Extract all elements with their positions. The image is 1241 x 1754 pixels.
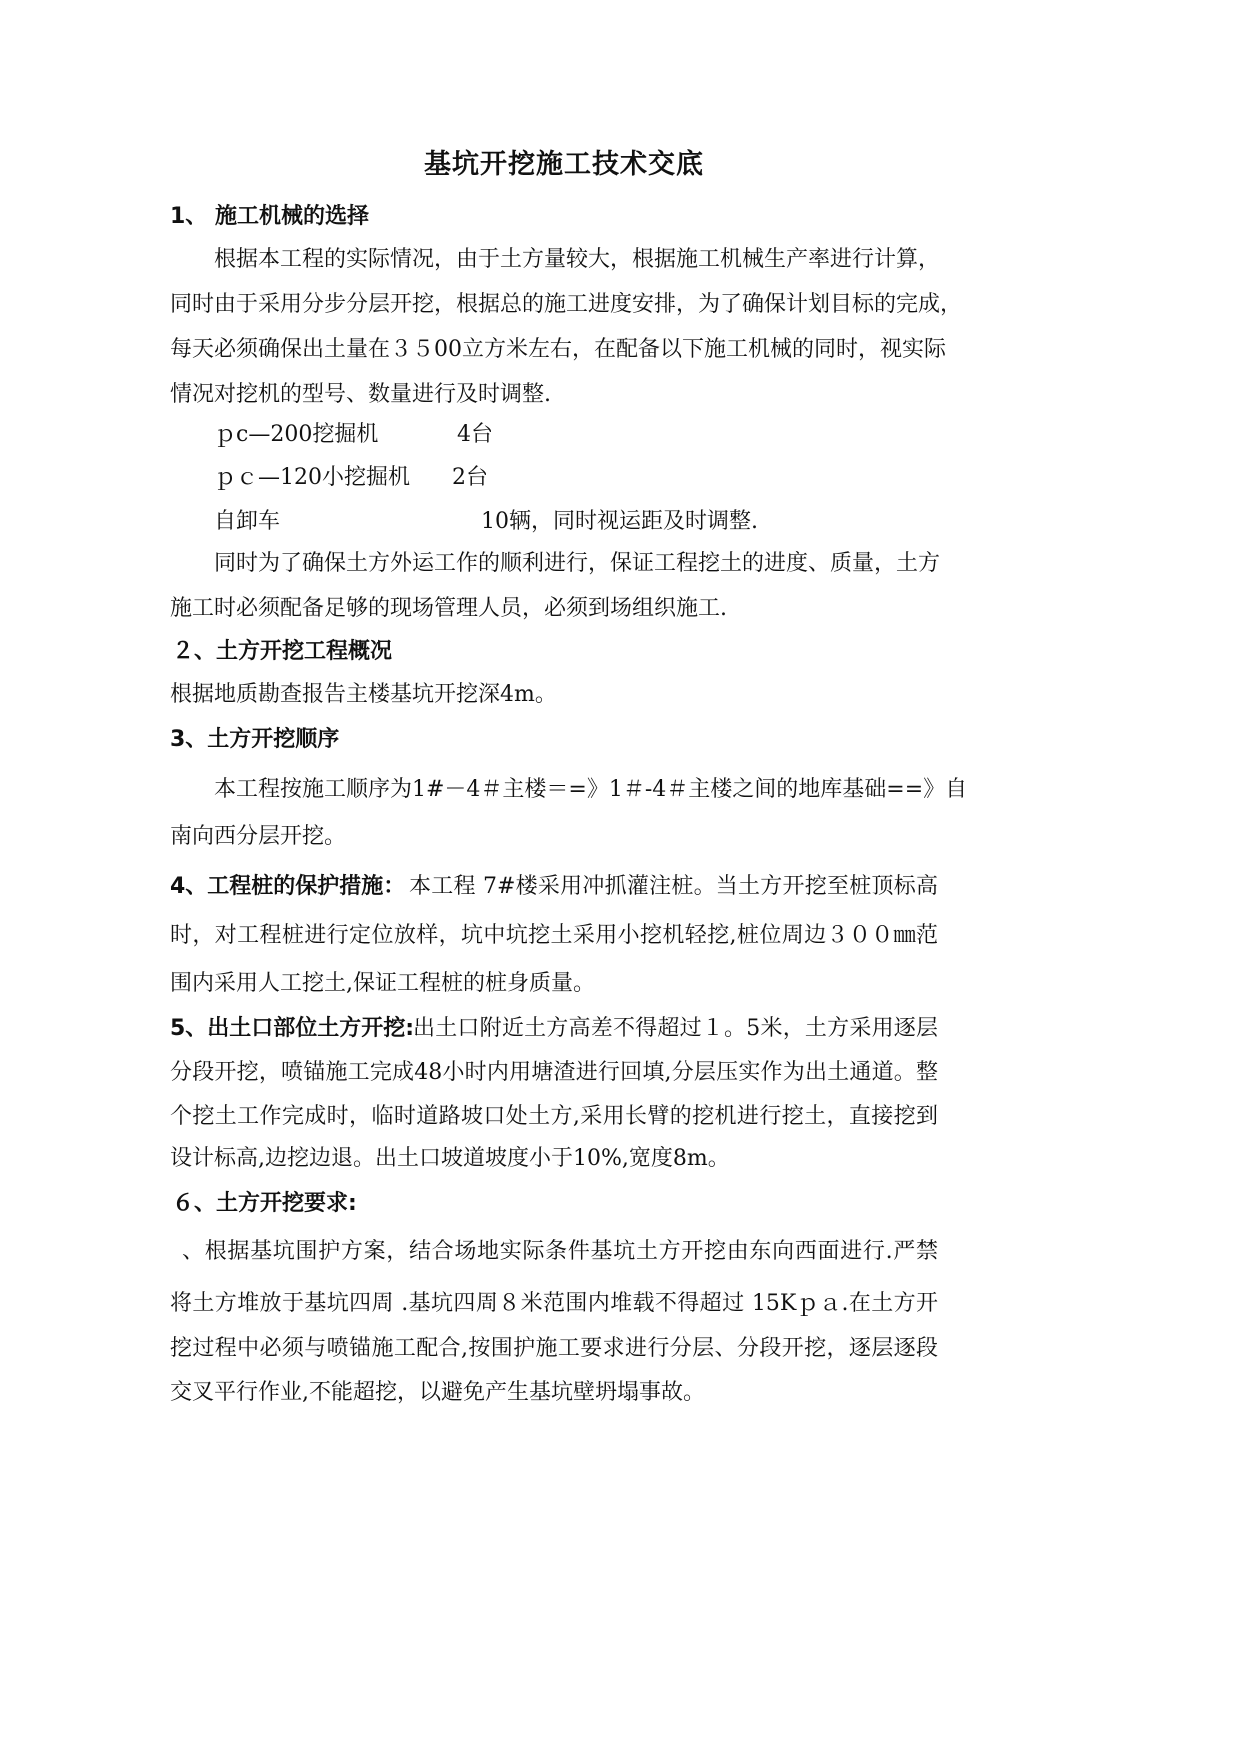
machine-name: 自卸车	[214, 509, 281, 534]
machine-qty: 2台	[452, 465, 488, 490]
s1-paragraph-line: 情况对挖机的型号、数量进行及时调整.	[170, 382, 551, 407]
s4-paragraph-line: 时，对工程桩进行定位放样，坑中坑挖土采用小挖机轻挖,桩位周边３００㎜范	[170, 923, 938, 948]
section-2-heading: ２、土方开挖工程概况	[172, 639, 393, 664]
machine-name: ｐc—200挖掘机	[214, 422, 379, 447]
s3-paragraph-line: 本工程按施工顺序为1#－4＃主楼＝=》1＃-4＃主楼之间的地库基础==》自	[214, 777, 968, 802]
s1-paragraph-line: 同时由于采用分步分层开挖，根据总的施工进度安排，为了确保计划目标的完成，	[170, 292, 963, 317]
page-title: 基坑开挖施工技术交底	[424, 149, 704, 180]
s3-paragraph-line: 南向西分层开挖。	[170, 824, 347, 849]
s6-paragraph-line: 挖过程中必须与喷锚施工配合,按围护施工要求进行分层、分段开挖，逐层逐段	[170, 1336, 938, 1361]
machine-qty: 10辆，同时视运距及时调整.	[481, 509, 758, 534]
s1-paragraph-line: 根据本工程的实际情况，由于土方量较大，根据施工机械生产率进行计算，	[214, 247, 941, 272]
s1-paragraph-line: 同时为了确保土方外运工作的顺利进行，保证工程挖土的进度、质量，土方	[214, 551, 941, 576]
s6-paragraph-line: 交叉平行作业,不能超挖，以避免产生基坑壁坍塌事故。	[170, 1380, 705, 1405]
s6-paragraph-line: 将土方堆放于基坑四周 .基坑四周８米范围内堆载不得超过 15Kｐａ.在土方开	[170, 1291, 938, 1316]
s4-paragraph-line: 围内采用人工挖土,保证工程桩的桩身质量。	[170, 971, 595, 996]
section-3-heading: 3、土方开挖顺序	[170, 727, 340, 752]
s5-paragraph-line: 分段开挖，喷锚施工完成48小时内用塘渣进行回填,分层压实作为出土通道。整	[170, 1060, 938, 1085]
s4-paragraph-line: 本工程 7#楼采用冲抓灌注桩。当土方开挖至桩顶标高	[409, 874, 938, 899]
s1-paragraph-line: 施工时必须配备足够的现场管理人员，必须到场组织施工.	[170, 596, 727, 621]
s5-paragraph-line: 出土口附近土方高差不得超过１。5米，土方采用逐层	[413, 1016, 938, 1041]
s6-paragraph-line: 、根据基坑围护方案，结合场地实际条件基坑土方开挖由东向西面进行.严禁	[182, 1239, 938, 1264]
s5-paragraph-line: 设计标高,边挖边退。出土口坡道坡度小于10%,宽度8m。	[170, 1146, 730, 1171]
s1-paragraph-line: 每天必须确保出土量在３５00立方米左右，在配备以下施工机械的同时，视实际	[170, 337, 946, 362]
section-1-heading: 1、 施工机械的选择	[170, 204, 369, 229]
s5-paragraph-line: 个挖土工作完成时，临时道路坡口处土方,采用长臂的挖机进行挖土，直接挖到	[170, 1104, 938, 1129]
machine-qty: 4台	[457, 422, 493, 447]
section-4-heading: 4、工程桩的保护措施：	[170, 874, 406, 899]
section-6-heading: ６、土方开挖要求:	[172, 1191, 357, 1216]
section-5-heading: 5、出土口部位土方开挖:	[170, 1016, 415, 1041]
machine-name: ｐｃ—120小挖掘机	[214, 465, 410, 490]
s2-text: 根据地质勘查报告主楼基坑开挖深4m。	[170, 682, 557, 707]
